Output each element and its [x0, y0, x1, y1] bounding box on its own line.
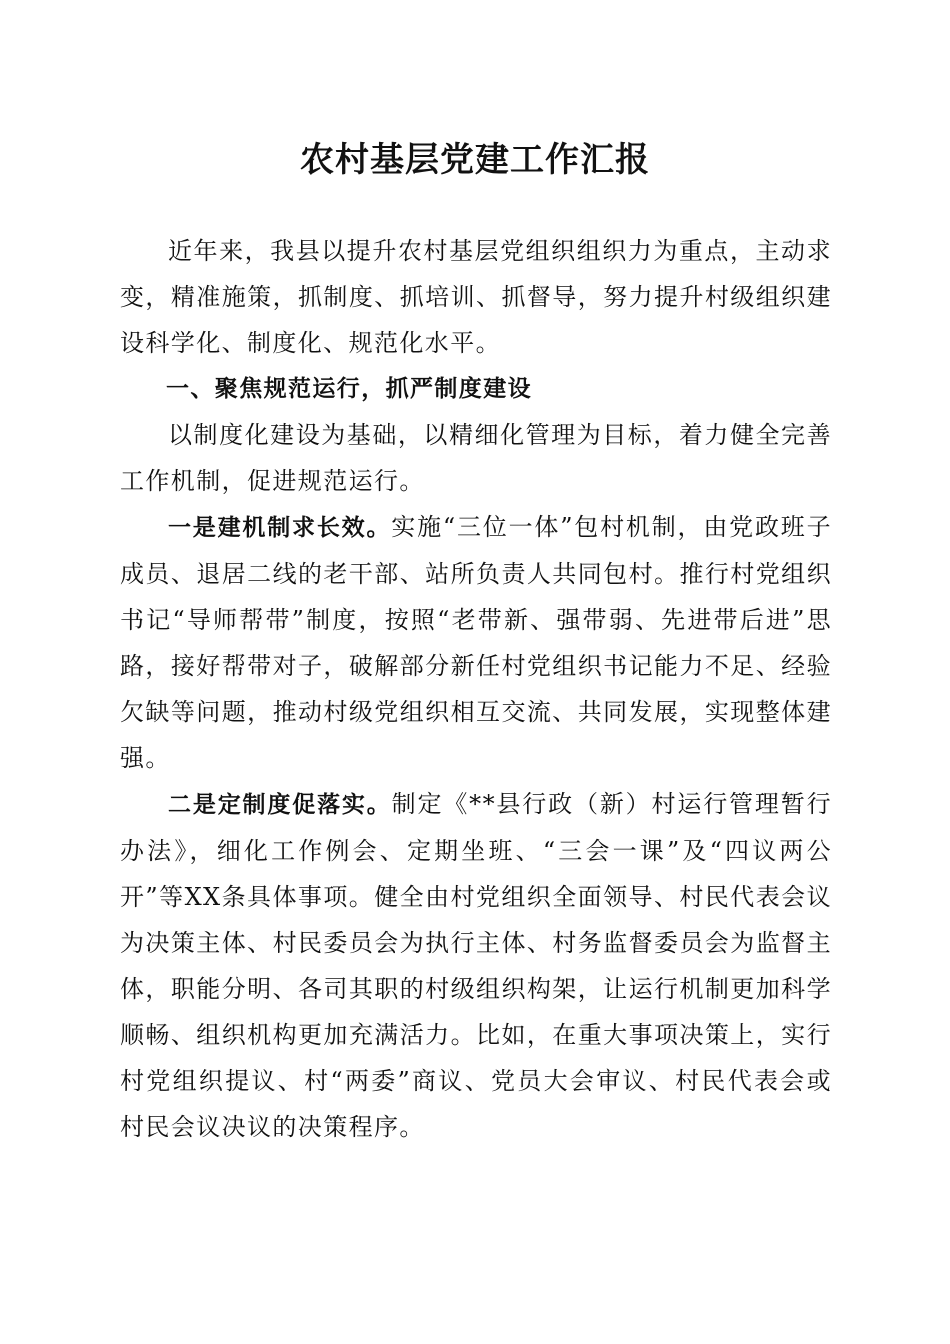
section-summary-paragraph: 以制度化建设为基础，以精细化管理为目标，着力健全完善工作机制，促进规范运行。	[120, 421, 832, 495]
document-title: 农村基层党建工作汇报	[300, 140, 650, 180]
point-one-lead: 一是建机制求长效。	[168, 515, 392, 541]
document-body	[120, 228, 832, 1150]
point-one-text: 实施“三位一体”包村机制，由党政班子成员、退居二线的老干部、站所负责人共同包村。推行村党组织书记“导师帮带”制度，按照“老带新、强带弱、先进带后进”思路，接好帮带对子，破解部分新任村党组织书记能力不足、经验欠缺等问题，推动村级党组织相互交流、共同发展，实现整体建强。	[120, 513, 832, 772]
intro-paragraph: 近年来，我县以提升农村基层党组织组织力为重点，主动求变，精准施策，抓制度、抓培训、抓督导，努力提升村级组织建设科学化、制度化、规范化水平。	[120, 237, 832, 357]
point-one-paragraph	[120, 504, 832, 781]
point-two-lead: 二是定制度促落实。	[168, 792, 392, 818]
point-two-text: 制定《**县行政（新）村运行管理暂行办法》，细化工作例会、定期坐班、“三会一课”及“四议两公开”等XX条具体事项。健全由村党组织全面领导、村民代表会议为决策主体、村民委员会为执行主体、村务监督委员会为监督主体，职能分明、各司其职的村级组织构架，让运行机制更加科学顺畅、组织机构更加充满活力。比如，在重大事项决策上，实行村党组织提议、村“两委”商议、党员大会审议、村民代表会或村民会议决议的决策程序。	[120, 790, 832, 1141]
section-heading: 一、聚焦规范运行，抓严制度建设	[166, 376, 532, 402]
point-two-paragraph	[120, 781, 832, 1150]
